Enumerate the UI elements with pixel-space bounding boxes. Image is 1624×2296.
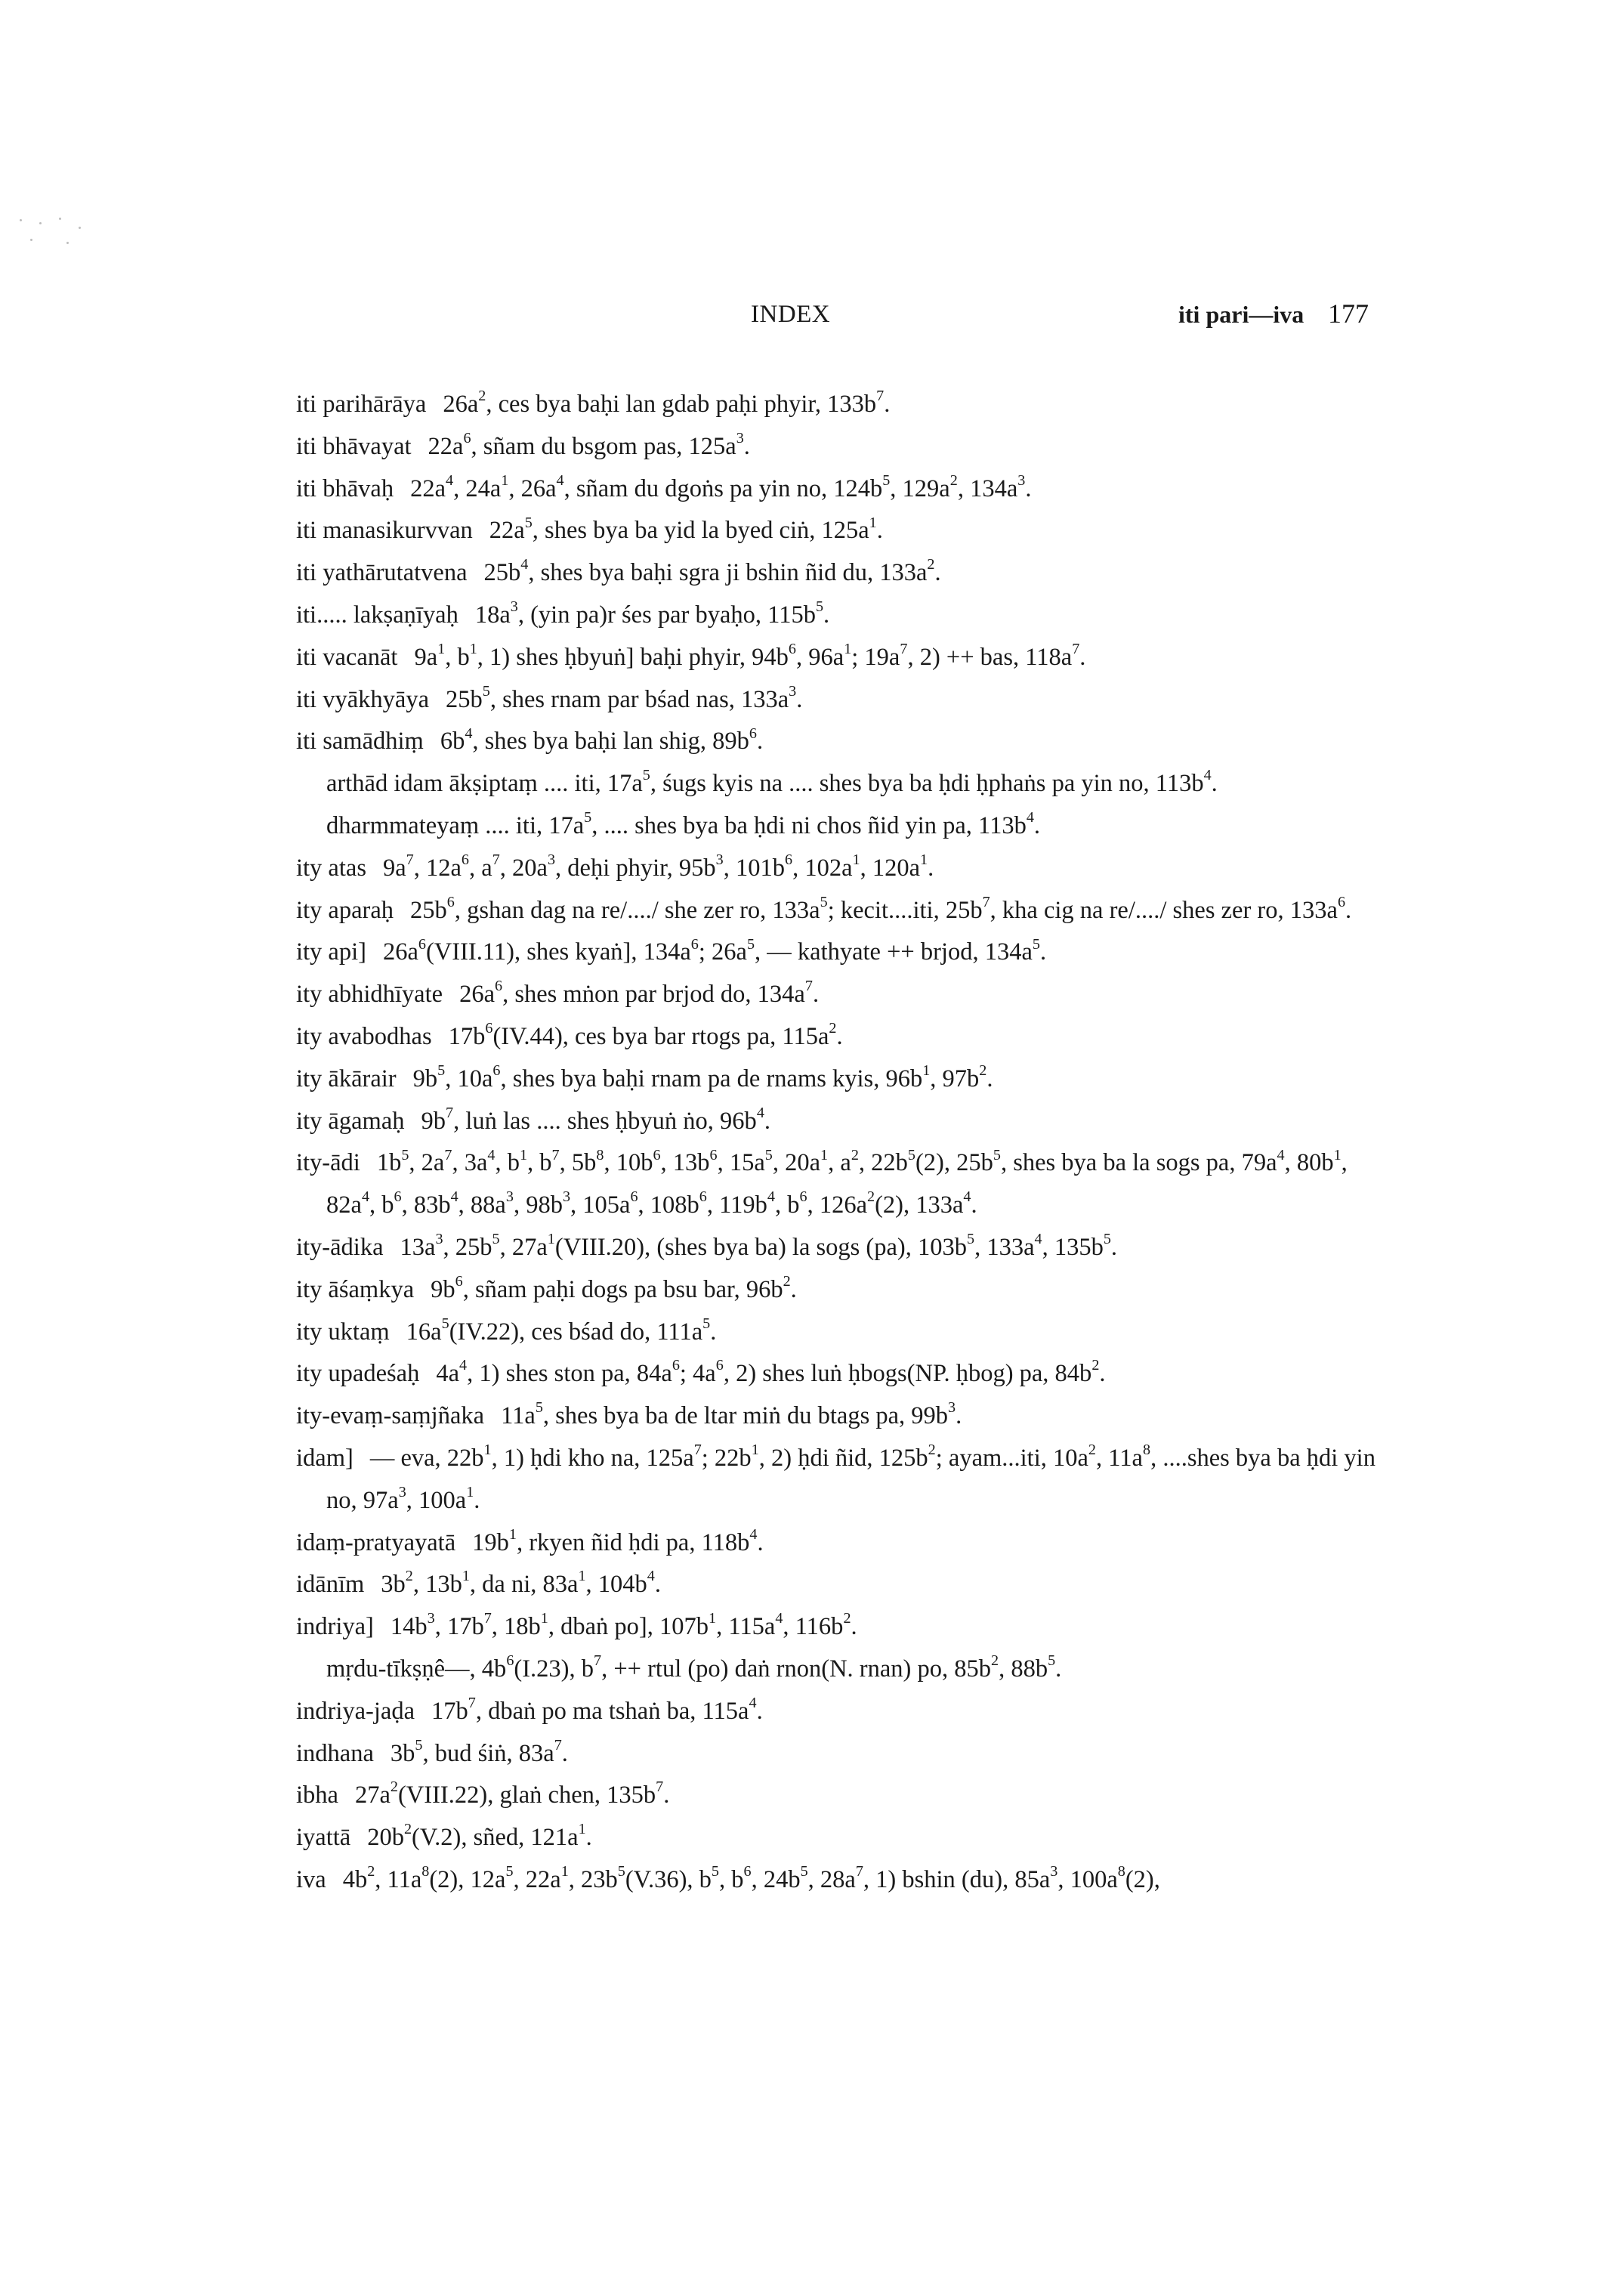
index-entry — [296, 890, 1376, 932]
entry-references: $25b^6$, gshan dag na re/..../ she zer ro, $133a^5$; kecit....iti, $25b^7$, kha cig na re/..../ shes zer ro, $133a^6$. — [410, 893, 1352, 924]
entry-references: $13a^3$, $25b^5$, $27a^1(VIII.20)$, (shes bya ba) la sogs (pa), $103b^5$, $133a^4$, $135b^5$. — [400, 1231, 1118, 1261]
page-number: 177 — [1328, 298, 1369, 329]
entry-references: $3b^5$, bud śiṅ, $83a^7$. — [390, 1736, 568, 1767]
index-entry — [296, 1395, 1376, 1438]
index-entry — [296, 1016, 1376, 1058]
entry-references: arthād idam ākṣiptaṃ .... iti, $17a^5$, śugs kyis na .... shes bya ba ḥdi ḥphaṅs pa yin no, $113b^4$. — [326, 767, 1218, 798]
entry-headword: iti vyākhyāya — [296, 685, 429, 713]
entry-headword: iti manasikurvvan — [296, 517, 473, 545]
entry-references: $16a^5(IV.22)$, ces bśad do, $111a^5$. — [406, 1315, 717, 1346]
entry-headword: iyattā — [296, 1824, 351, 1852]
index-entry — [296, 1859, 1376, 1902]
header-entry-range: iti pari—iva — [1178, 301, 1304, 328]
entry-references: $3b^2$, $13b^1$, da ni, $83a^1$, $104b^4$. — [381, 1568, 661, 1599]
index-entry — [296, 1775, 1376, 1817]
entry-references: $26a^6$, shes mṅon par brjod do, $134a^7$. — [459, 978, 820, 1009]
entry-headword: ity aparaḥ — [296, 896, 394, 924]
entry-headword: ity atas — [296, 854, 366, 882]
index-entry — [296, 1522, 1376, 1565]
entry-references: $26a^2$, ces bya baḥi lan gdab paḥi phyir, $133b^7$. — [443, 388, 891, 418]
index-entry — [296, 468, 1376, 511]
entry-headword: iti bhāvaḥ — [296, 474, 394, 502]
index-entry — [296, 1353, 1376, 1395]
entry-references: — eva, $22b^1$, 1) ḥdi kho na, $125a^7$; $22b^1$, 2) ḥdi ñid, $125b^2$; ayam...iti, $10a^2$, $11a^8$, ....shes bya ba ḥdi yin no, $97a^3$, $100a^1$. — [326, 1442, 1375, 1514]
entry-headword: iti vacanāt — [296, 643, 398, 671]
index-entry — [296, 679, 1376, 722]
entry-headword: ity ākārair — [296, 1065, 397, 1092]
entry-headword: ity āgamaḥ — [296, 1107, 405, 1135]
index-entry — [296, 974, 1376, 1016]
entry-headword: idam] — [296, 1444, 354, 1472]
running-header — [0, 298, 1624, 338]
index-entry — [296, 1564, 1376, 1606]
entry-references: $22a^6$, sñam du bsgom pas, $125a^3$. — [428, 429, 750, 460]
entry-references: dharmmateyaṃ .... iti, $17a^5$, .... shes bya ba ḥdi ni chos ñid yin pa, $113b^4$. — [326, 809, 1041, 839]
index-entry — [296, 721, 1376, 763]
index-entry — [296, 1438, 1376, 1522]
index-entry — [296, 384, 1376, 426]
entry-references: $27a^2(VIII.22)$, glaṅ chen, $135b^7$. — [354, 1778, 670, 1809]
entry-references: $9b^7$, luṅ las .... shes ḥbyuṅ ṅo, $96b^4$. — [421, 1104, 771, 1135]
entry-headword: idānīm — [296, 1571, 365, 1599]
entry-references: $26a^6(VIII.11)$, shes kyaṅ], $134a^6$; $26a^5$, — kathyate ++ brjod, $134a^5$. — [382, 935, 1047, 966]
index-subentry — [296, 805, 1376, 848]
index-entry — [296, 1269, 1376, 1312]
entry-references: $9a^1$, $b^1$, 1) shes ḥbyuṅ] baḥi phyir, $94b^6$, $96a^1$; $19a^7$, 2) ++ bas, $118a^7$. — [414, 640, 1086, 671]
entry-references: $25b^4$, shes bya baḥi sgra ji bshin ñid du, $133a^2$. — [483, 556, 941, 587]
entry-references: $25b^5$, shes rnam par bśad nas, $133a^3$. — [446, 682, 803, 713]
entry-references: $9a^7$, $12a^6$, $a^7$, $20a^3$, deḥi phyir, $95b^3$, $101b^6$, $102a^1$, $120a^1$. — [382, 851, 934, 882]
entry-references: $20b^2(V.2)$, sñed, $121a^1$. — [367, 1821, 592, 1852]
entry-headword: ity uktaṃ — [296, 1318, 390, 1346]
entry-headword: ity abhidhīyate — [296, 981, 443, 1009]
entry-headword: ibha — [296, 1781, 338, 1809]
entry-references: $4b^2$, $11a^8(2)$, $12a^5$, $22a^1$, $23b^5(V.36)$, $b^5$, $b^6$, $24b^5$, $28a^7$, 1) bshin (du), $85a^3$, $100a^8(2)$, — [342, 1863, 1160, 1893]
entry-headword: ity-ādi — [296, 1149, 360, 1177]
entry-references: $9b^6$, sñam paḥi dogs pa bsu bar, $96b^2$. — [431, 1272, 797, 1303]
index-entry — [296, 1733, 1376, 1775]
index-entry — [296, 637, 1376, 679]
entry-references: $4a^4$, 1) shes ston pa, $84a^6$; $4a^6$, 2) shes luṅ ḥbogs(NP. ḥbog) pa, $84b^2$. — [436, 1357, 1106, 1388]
entry-references: mṛdu-tīkṣṇê—, $4b^6(I.23)$, $b^7$, ++ rtul (po) daṅ rnon(N. rnan) po, $85b^2$, $88b^5$. — [326, 1652, 1062, 1683]
entry-references: $17b^6(IV.44)$, ces bya bar rtogs pa, $115a^2$. — [448, 1020, 843, 1050]
entry-references: $9b^5$, $10a^6$, shes bya baḥi rnam pa de rnams kyis, $96b^1$, $97b^2$. — [412, 1061, 993, 1092]
entry-headword: ity-ādika — [296, 1233, 384, 1261]
entry-headword: ity-evaṃ-saṃjñaka — [296, 1402, 485, 1430]
entry-headword: iti samādhiṃ — [296, 728, 424, 756]
entry-headword: ity avabodhas — [296, 1022, 432, 1050]
entry-headword: iti parihārāya — [296, 391, 427, 418]
entry-references: $1b^5$, $2a^7$, $3a^4$, $b^1$, $b^7$, $5b^8$, $10b^6$, $13b^6$, $15a^5$, $20a^1$, $a^2$, $22b^5(2)$, $25b^5$, shes bya ba la sogs pa, $79a^4$, $80b^1$, $82a^4$, $b^6$, $83b^4$, $88a^3$, $98b^3$, $105a^6$, $108b^6$, $119b^4$, $b^6$, $126a^2(2)$, $133a^4$. — [326, 1146, 1348, 1219]
index-entry — [296, 932, 1376, 974]
index-entry — [296, 848, 1376, 890]
index-entry — [296, 595, 1376, 637]
entry-headword: iva — [296, 1865, 326, 1893]
entry-references: $6b^4$, shes bya baḥi lan shig, $89b^6$. — [440, 725, 764, 756]
entry-headword: indriya] — [296, 1613, 374, 1641]
index-entry — [296, 1227, 1376, 1269]
index-entry — [296, 1058, 1376, 1101]
entry-headword: ity upadeśaḥ — [296, 1360, 420, 1388]
index-entry — [296, 1101, 1376, 1143]
entry-headword: ity āśaṃkya — [296, 1275, 415, 1303]
index-entry — [296, 552, 1376, 595]
entry-headword: indhana — [296, 1739, 374, 1767]
index-entry — [296, 1606, 1376, 1649]
entry-references: $11a^5$, shes bya ba de ltar miṅ du btags pa, $99b^3$. — [501, 1399, 962, 1430]
entry-headword: ity api] — [296, 938, 366, 966]
entry-references: $17b^7$, dbaṅ po ma tshaṅ ba, $115a^4$. — [431, 1694, 763, 1725]
index-entry — [296, 1691, 1376, 1733]
entry-references: $18a^3$, (yin pa)r śes par byaḥo, $115b^5$. — [474, 598, 830, 629]
entry-headword: idaṃ-pratyayatā — [296, 1528, 456, 1556]
header-title: INDEX — [751, 301, 831, 328]
index-entry — [296, 1312, 1376, 1354]
entry-references: $22a^5$, shes bya ba yid la byed ciṅ, $125a^1$. — [489, 514, 883, 545]
index-entry — [296, 510, 1376, 552]
scan-specks — [17, 212, 100, 257]
entry-headword: iti yathārutatvena — [296, 559, 468, 587]
entry-references: $19b^1$, rkyen ñid ḥdi pa, $118b^4$. — [472, 1525, 764, 1556]
index-subentry — [296, 763, 1376, 805]
entry-headword: indriya-jaḍa — [296, 1697, 415, 1725]
entry-headword: iti..... lakṣaṇīyaḥ — [296, 601, 458, 629]
index-entry — [296, 426, 1376, 468]
index-subentry — [296, 1649, 1376, 1691]
index-entry — [296, 1142, 1376, 1227]
entry-references: $22a^4$, $24a^1$, $26a^4$, sñam du dgoṅs pa yin no, $124b^5$, $129a^2$, $134a^3$. — [410, 471, 1032, 502]
index-entries — [296, 384, 1376, 1902]
entry-headword: iti bhāvayat — [296, 432, 412, 460]
entry-references: $14b^3$, $17b^7$, $18b^1$, dbaṅ po], $107b^1$, $115a^4$, $116b^2$. — [390, 1610, 857, 1641]
index-entry — [296, 1817, 1376, 1859]
